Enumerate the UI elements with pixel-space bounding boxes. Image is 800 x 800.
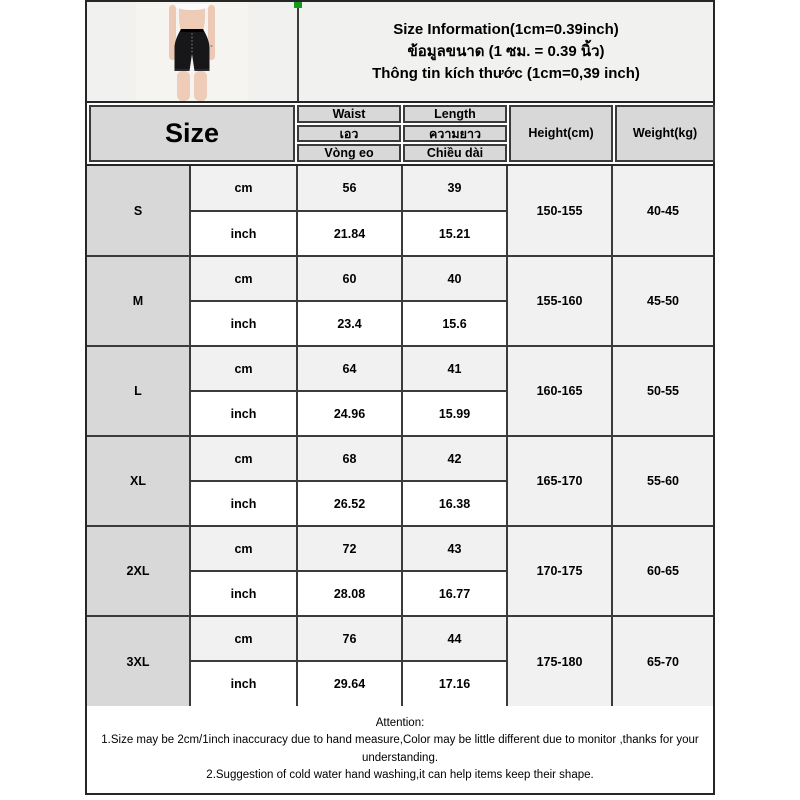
size-cell: XL — [87, 436, 190, 526]
length-header-th: ความยาว — [403, 125, 507, 143]
length-value: 15.21 — [402, 211, 507, 256]
banner — [87, 2, 713, 103]
size-cell: L — [87, 346, 190, 436]
table-row-cm — [87, 166, 713, 211]
weight-range: 40-45 — [612, 166, 713, 256]
green-corner-mark — [294, 2, 302, 8]
waist-value: 21.84 — [297, 211, 402, 256]
length-value: 15.6 — [402, 301, 507, 346]
unit-cell: inch — [190, 661, 297, 706]
length-value: 41 — [402, 346, 507, 391]
table-row-cm — [87, 346, 713, 391]
title-block — [299, 2, 713, 101]
waist-value: 23.4 — [297, 301, 402, 346]
size-cell: 2XL — [87, 526, 190, 616]
table-row-cm — [87, 436, 713, 481]
unit-cell: cm — [190, 346, 297, 391]
height-header: Height(cm) — [509, 105, 613, 162]
unit-cell: cm — [190, 616, 297, 661]
product-photo — [136, 2, 248, 101]
weight-range: 60-65 — [612, 526, 713, 616]
waist-value: 29.64 — [297, 661, 402, 706]
waist-value: 76 — [297, 616, 402, 661]
waist-value: 26.52 — [297, 481, 402, 526]
height-range: 155-160 — [507, 256, 612, 346]
length-header-vi: Chiều dài — [403, 144, 507, 162]
table-header — [87, 103, 713, 166]
product-photo-cell — [87, 2, 297, 101]
height-range: 170-175 — [507, 526, 612, 616]
height-range: 175-180 — [507, 616, 612, 706]
size-cell: S — [87, 166, 190, 256]
waist-header-th: เอว — [297, 125, 401, 143]
weight-header: Weight(kg) — [615, 105, 715, 162]
length-value: 15.99 — [402, 391, 507, 436]
unit-cell: inch — [190, 211, 297, 256]
unit-cell: inch — [190, 481, 297, 526]
waist-value: 56 — [297, 166, 402, 211]
unit-cell: cm — [190, 256, 297, 301]
title-th: ข้อมูลขนาด (1 ซม. = 0.39 นิ้ว) — [407, 42, 605, 60]
height-range: 160-165 — [507, 346, 612, 436]
title-en: Size Information(1cm=0.39inch) — [393, 20, 619, 38]
height-range: 165-170 — [507, 436, 612, 526]
unit-cell: inch — [190, 301, 297, 346]
attention-note — [87, 706, 713, 793]
length-value: 44 — [402, 616, 507, 661]
length-value: 43 — [402, 526, 507, 571]
unit-cell: inch — [190, 571, 297, 616]
waist-value: 28.08 — [297, 571, 402, 616]
length-value: 17.16 — [402, 661, 507, 706]
size-chart-sheet — [85, 0, 715, 795]
title-vi: Thông tin kích thước (1cm=0,39 inch) — [372, 64, 640, 82]
waist-header-vi: Vòng eo — [297, 144, 401, 162]
size-cell: 3XL — [87, 616, 190, 706]
length-value: 39 — [402, 166, 507, 211]
weight-range: 50-55 — [612, 346, 713, 436]
weight-range: 65-70 — [612, 616, 713, 706]
unit-cell: cm — [190, 166, 297, 211]
unit-cell: cm — [190, 526, 297, 571]
waist-value: 64 — [297, 346, 402, 391]
table-row-cm — [87, 616, 713, 661]
table-row-cm — [87, 526, 713, 571]
size-table — [87, 166, 713, 706]
size-header: Size — [89, 105, 295, 162]
size-cell: M — [87, 256, 190, 346]
length-header-en: Length — [403, 105, 507, 123]
length-value: 16.38 — [402, 481, 507, 526]
waist-header-en: Waist — [297, 105, 401, 123]
unit-cell: inch — [190, 391, 297, 436]
weight-range: 55-60 — [612, 436, 713, 526]
waist-value: 68 — [297, 436, 402, 481]
waist-value: 60 — [297, 256, 402, 301]
weight-range: 45-50 — [612, 256, 713, 346]
height-range: 150-155 — [507, 166, 612, 256]
length-value: 40 — [402, 256, 507, 301]
length-value: 42 — [402, 436, 507, 481]
unit-cell: cm — [190, 436, 297, 481]
table-row-cm — [87, 256, 713, 301]
waist-value: 72 — [297, 526, 402, 571]
waist-value: 24.96 — [297, 391, 402, 436]
attention-title: Attention: — [375, 717, 425, 729]
length-value: 16.77 — [402, 571, 507, 616]
attention-line-1: 1.Size may be 2cm/1inch inaccuracy due to hand measure,Color may be little different due to monitor ,thanks for your understanding. — [101, 734, 699, 764]
attention-line-2: 2.Suggestion of cold water hand washing,it can help items keep their shape. — [206, 768, 594, 781]
